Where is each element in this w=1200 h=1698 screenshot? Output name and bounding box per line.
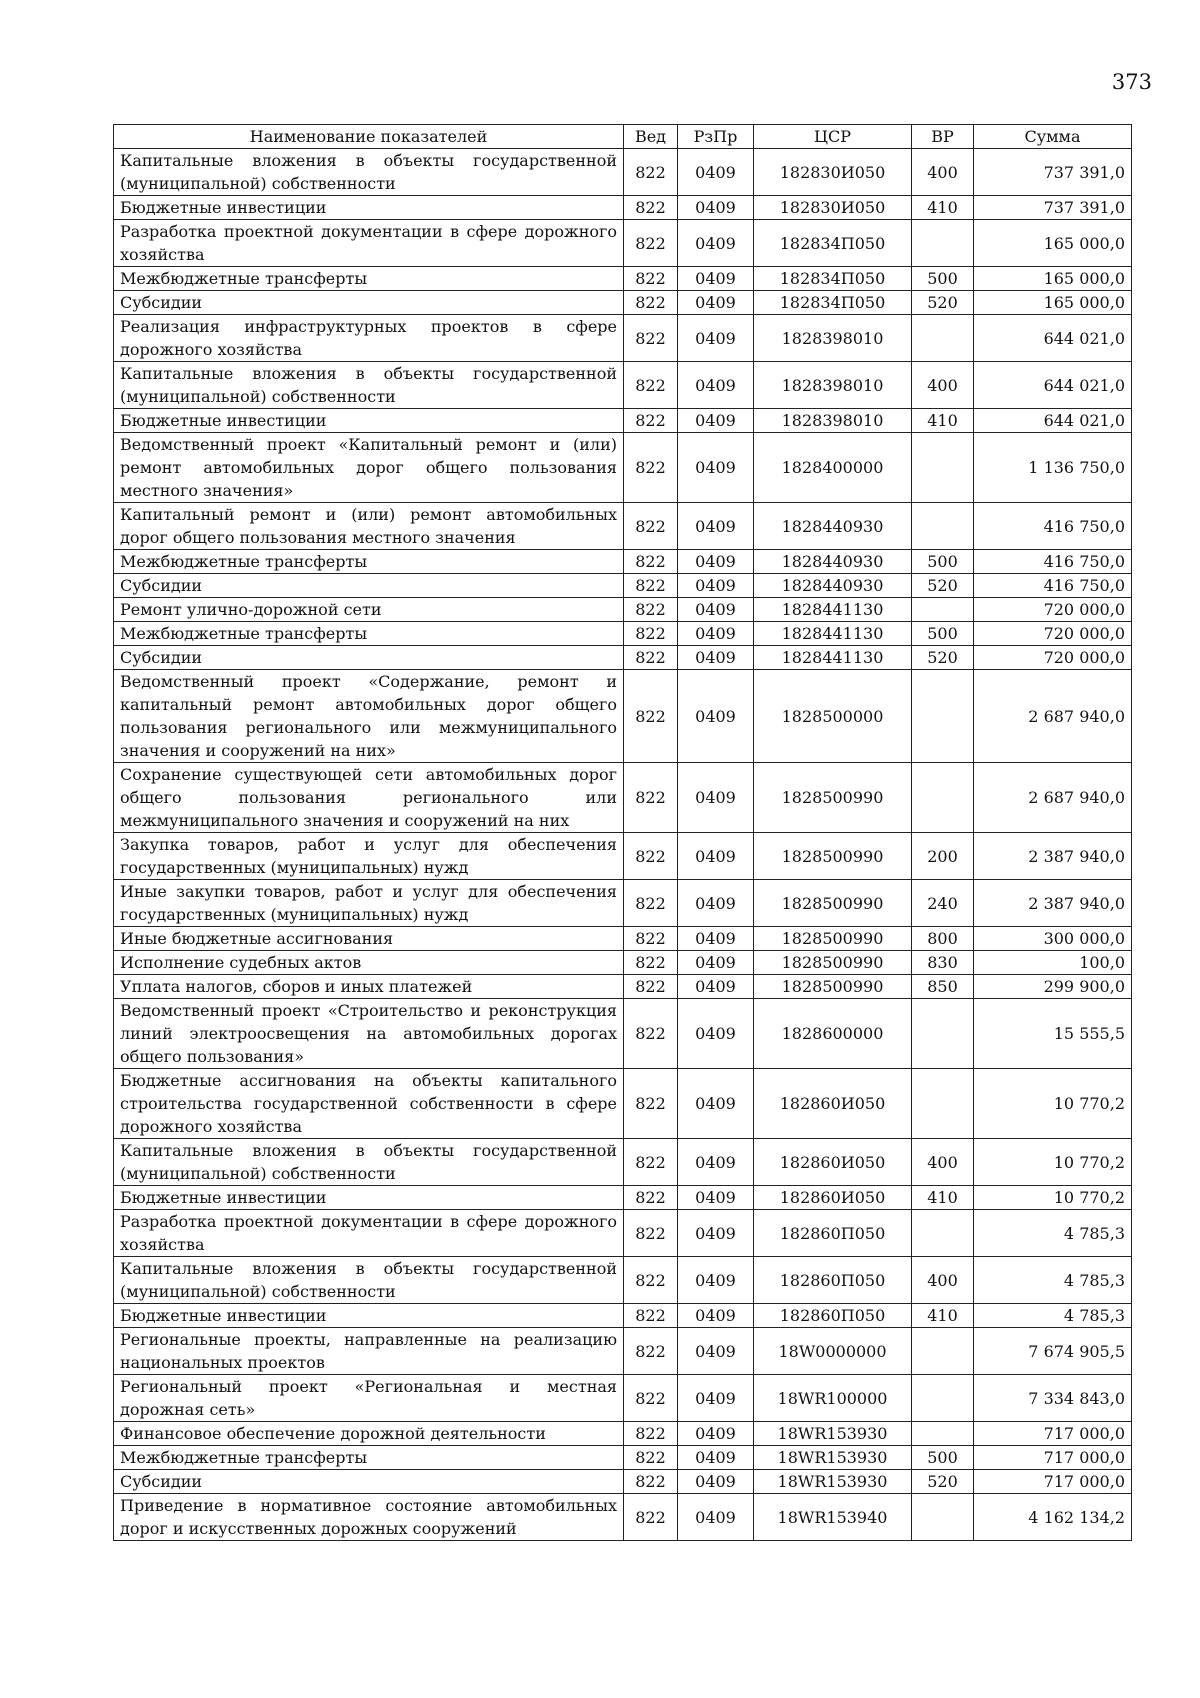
cell-rzpr: 0409 [678,574,754,598]
cell-vr: 500 [912,1446,974,1470]
cell-ved: 822 [624,1139,678,1186]
table-row [114,433,1132,503]
table-row [114,1328,1132,1375]
cell-vr: 500 [912,267,974,291]
cell-rzpr: 0409 [678,975,754,999]
cell-ved: 822 [624,598,678,622]
cell-name: Исполнение судебных актов [114,951,624,975]
cell-ved: 822 [624,503,678,550]
cell-csr: 182860П050 [754,1257,912,1304]
cell-name: Разработка проектной документации в сфере дорожного хозяйства [114,220,624,267]
cell-sum: 416 750,0 [974,503,1132,550]
cell-ved: 822 [624,1494,678,1541]
cell-name: Бюджетные инвестиции [114,409,624,433]
cell-sum: 737 391,0 [974,196,1132,220]
cell-vr: 500 [912,622,974,646]
cell-rzpr: 0409 [678,646,754,670]
cell-csr: 18WR153940 [754,1494,912,1541]
cell-name: Капитальные вложения в объекты государственной (муниципальной) собственности [114,1257,624,1304]
cell-csr: 1828500990 [754,880,912,927]
cell-ved: 822 [624,622,678,646]
cell-name: Иные бюджетные ассигнования [114,927,624,951]
cell-csr: 182860И050 [754,1186,912,1210]
cell-rzpr: 0409 [678,880,754,927]
cell-name: Региональные проекты, направленные на реализацию национальных проектов [114,1328,624,1375]
cell-sum: 644 021,0 [974,315,1132,362]
cell-ved: 822 [624,999,678,1069]
cell-rzpr: 0409 [678,951,754,975]
cell-name: Иные закупки товаров, работ и услуг для обеспечения государственных (муниципальных) нужд [114,880,624,927]
cell-sum: 2 387 940,0 [974,880,1132,927]
cell-rzpr: 0409 [678,267,754,291]
cell-csr: 1828441130 [754,622,912,646]
cell-sum: 4 785,3 [974,1210,1132,1257]
table-row [114,1375,1132,1422]
cell-rzpr: 0409 [678,833,754,880]
cell-name: Ведомственный проект «Капитальный ремонт и (или) ремонт автомобильных дорог общего пользования местного значения» [114,433,624,503]
cell-ved: 822 [624,550,678,574]
table-row [114,149,1132,196]
cell-rzpr: 0409 [678,1069,754,1139]
table-row [114,291,1132,315]
cell-name: Закупка товаров, работ и услуг для обеспечения государственных (муниципальных) нужд [114,833,624,880]
cell-csr: 1828440930 [754,574,912,598]
cell-vr: 400 [912,1257,974,1304]
cell-vr: 850 [912,975,974,999]
table-row [114,975,1132,999]
header-sum: Сумма [974,125,1132,149]
header-vr: ВР [912,125,974,149]
cell-name: Бюджетные инвестиции [114,196,624,220]
table-row [114,1304,1132,1328]
cell-ved: 822 [624,362,678,409]
cell-sum: 720 000,0 [974,646,1132,670]
cell-csr: 1828500990 [754,927,912,951]
cell-name: Межбюджетные трансферты [114,1446,624,1470]
cell-ved: 822 [624,975,678,999]
cell-csr: 18WR153930 [754,1422,912,1446]
cell-sum: 10 770,2 [974,1186,1132,1210]
cell-csr: 18WR153930 [754,1470,912,1494]
cell-ved: 822 [624,291,678,315]
table-row [114,409,1132,433]
cell-name: Капитальные вложения в объекты государственной (муниципальной) собственности [114,149,624,196]
cell-sum: 720 000,0 [974,622,1132,646]
cell-vr [912,315,974,362]
cell-csr: 182834П050 [754,220,912,267]
cell-name: Бюджетные ассигнования на объекты капитального строительства государственной собственности в сфере дорожного хозяйства [114,1069,624,1139]
cell-rzpr: 0409 [678,622,754,646]
cell-csr: 182830И050 [754,149,912,196]
cell-sum: 100,0 [974,951,1132,975]
cell-vr [912,1210,974,1257]
cell-name: Региональный проект «Региональная и местная дорожная сеть» [114,1375,624,1422]
cell-vr: 500 [912,550,974,574]
cell-csr: 18W0000000 [754,1328,912,1375]
cell-vr: 520 [912,291,974,315]
cell-name: Бюджетные инвестиции [114,1304,624,1328]
cell-ved: 822 [624,267,678,291]
cell-csr: 1828500990 [754,763,912,833]
cell-vr [912,220,974,267]
cell-csr: 1828398010 [754,362,912,409]
cell-rzpr: 0409 [678,1328,754,1375]
cell-rzpr: 0409 [678,196,754,220]
cell-vr: 400 [912,149,974,196]
cell-name: Разработка проектной документации в сфере дорожного хозяйства [114,1210,624,1257]
cell-csr: 1828500990 [754,833,912,880]
cell-rzpr: 0409 [678,362,754,409]
cell-sum: 4 785,3 [974,1304,1132,1328]
cell-rzpr: 0409 [678,433,754,503]
cell-sum: 717 000,0 [974,1446,1132,1470]
cell-name: Ремонт улично-дорожной сети [114,598,624,622]
cell-sum: 7 674 905,5 [974,1328,1132,1375]
table-row [114,362,1132,409]
page-number: 373 [1111,70,1152,94]
cell-name: Субсидии [114,291,624,315]
cell-csr: 1828440930 [754,550,912,574]
cell-rzpr: 0409 [678,1139,754,1186]
cell-vr [912,670,974,763]
cell-sum: 165 000,0 [974,267,1132,291]
cell-vr [912,763,974,833]
table-row [114,1210,1132,1257]
cell-rzpr: 0409 [678,149,754,196]
header-csr: ЦСР [754,125,912,149]
cell-rzpr: 0409 [678,1422,754,1446]
cell-vr: 410 [912,196,974,220]
cell-rzpr: 0409 [678,999,754,1069]
cell-name: Межбюджетные трансферты [114,550,624,574]
cell-vr [912,1422,974,1446]
cell-csr: 1828398010 [754,409,912,433]
cell-ved: 822 [624,1257,678,1304]
cell-vr: 400 [912,1139,974,1186]
cell-rzpr: 0409 [678,763,754,833]
cell-ved: 822 [624,220,678,267]
table-body [114,149,1132,1541]
cell-ved: 822 [624,433,678,503]
table-row [114,622,1132,646]
table-row [114,196,1132,220]
table-row [114,999,1132,1069]
cell-sum: 4 785,3 [974,1257,1132,1304]
cell-csr: 182860И050 [754,1139,912,1186]
cell-csr: 182860П050 [754,1304,912,1328]
cell-csr: 182860И050 [754,1069,912,1139]
cell-name: Субсидии [114,646,624,670]
cell-csr: 1828400000 [754,433,912,503]
cell-rzpr: 0409 [678,220,754,267]
cell-ved: 822 [624,409,678,433]
cell-rzpr: 0409 [678,927,754,951]
cell-sum: 300 000,0 [974,927,1132,951]
cell-name: Финансовое обеспечение дорожной деятельности [114,1422,624,1446]
table-row [114,927,1132,951]
cell-vr: 400 [912,362,974,409]
cell-ved: 822 [624,763,678,833]
table-row [114,1257,1132,1304]
cell-ved: 822 [624,1069,678,1139]
cell-name: Капитальные вложения в объекты государственной (муниципальной) собственности [114,1139,624,1186]
cell-sum: 2 687 940,0 [974,763,1132,833]
table-row [114,670,1132,763]
cell-name: Бюджетные инвестиции [114,1186,624,1210]
cell-ved: 822 [624,927,678,951]
table-row [114,763,1132,833]
cell-name: Уплата налогов, сборов и иных платежей [114,975,624,999]
table-row [114,574,1132,598]
cell-name: Ведомственный проект «Содержание, ремонт и капитальный ремонт автомобильных дорог общего пользования регионального или межмуниципального значения и сооружений на них» [114,670,624,763]
cell-csr: 1828500990 [754,951,912,975]
cell-sum: 15 555,5 [974,999,1132,1069]
cell-name: Ведомственный проект «Строительство и реконструкция линий электроосвещения на автомобильных дорогах общего пользования» [114,999,624,1069]
cell-vr [912,999,974,1069]
table-row [114,503,1132,550]
cell-rzpr: 0409 [678,291,754,315]
cell-ved: 822 [624,646,678,670]
table-header-row [114,125,1132,149]
cell-sum: 165 000,0 [974,220,1132,267]
cell-rzpr: 0409 [678,598,754,622]
cell-csr: 182834П050 [754,267,912,291]
cell-name: Капитальный ремонт и (или) ремонт автомобильных дорог общего пользования местного значения [114,503,624,550]
cell-name: Субсидии [114,1470,624,1494]
cell-ved: 822 [624,833,678,880]
cell-csr: 1828398010 [754,315,912,362]
table-row [114,1139,1132,1186]
header-ved: Вед [624,125,678,149]
cell-csr: 18WR100000 [754,1375,912,1422]
cell-csr: 1828441130 [754,598,912,622]
cell-name: Межбюджетные трансферты [114,267,624,291]
cell-sum: 416 750,0 [974,574,1132,598]
cell-name: Субсидии [114,574,624,598]
cell-sum: 4 162 134,2 [974,1494,1132,1541]
cell-rzpr: 0409 [678,1494,754,1541]
cell-rzpr: 0409 [678,315,754,362]
cell-sum: 717 000,0 [974,1422,1132,1446]
cell-vr: 410 [912,1186,974,1210]
cell-vr [912,1494,974,1541]
cell-vr: 520 [912,1470,974,1494]
cell-rzpr: 0409 [678,1210,754,1257]
cell-ved: 822 [624,1470,678,1494]
cell-sum: 644 021,0 [974,409,1132,433]
cell-ved: 822 [624,1210,678,1257]
cell-name: Приведение в нормативное состояние автомобильных дорог и искусственных дорожных сооружений [114,1494,624,1541]
cell-rzpr: 0409 [678,409,754,433]
cell-name: Межбюджетные трансферты [114,622,624,646]
cell-sum: 10 770,2 [974,1139,1132,1186]
cell-sum: 416 750,0 [974,550,1132,574]
cell-sum: 299 900,0 [974,975,1132,999]
cell-vr [912,1375,974,1422]
cell-csr: 182860П050 [754,1210,912,1257]
cell-rzpr: 0409 [678,1470,754,1494]
cell-vr: 830 [912,951,974,975]
cell-sum: 737 391,0 [974,149,1132,196]
cell-vr: 520 [912,646,974,670]
table-row [114,1069,1132,1139]
cell-name: Сохранение существующей сети автомобильных дорог общего пользования регионального или межмуниципального значения и сооружений на них [114,763,624,833]
table-row [114,951,1132,975]
cell-rzpr: 0409 [678,503,754,550]
table-row [114,1494,1132,1541]
cell-sum: 2 387 940,0 [974,833,1132,880]
table-row [114,315,1132,362]
cell-csr: 1828500000 [754,670,912,763]
cell-csr: 1828600000 [754,999,912,1069]
cell-ved: 822 [624,1375,678,1422]
cell-rzpr: 0409 [678,1375,754,1422]
cell-rzpr: 0409 [678,1186,754,1210]
cell-csr: 1828441130 [754,646,912,670]
cell-rzpr: 0409 [678,1446,754,1470]
cell-vr: 240 [912,880,974,927]
cell-sum: 720 000,0 [974,598,1132,622]
cell-vr [912,433,974,503]
cell-sum: 2 687 940,0 [974,670,1132,763]
table-row [114,220,1132,267]
cell-sum: 7 334 843,0 [974,1375,1132,1422]
table-row [114,646,1132,670]
cell-ved: 822 [624,574,678,598]
cell-csr: 182830И050 [754,196,912,220]
cell-vr: 410 [912,1304,974,1328]
cell-csr: 18WR153930 [754,1446,912,1470]
cell-ved: 822 [624,1304,678,1328]
cell-csr: 1828500990 [754,975,912,999]
cell-ved: 822 [624,315,678,362]
cell-sum: 644 021,0 [974,362,1132,409]
cell-name: Реализация инфраструктурных проектов в сфере дорожного хозяйства [114,315,624,362]
cell-vr [912,1069,974,1139]
cell-vr: 200 [912,833,974,880]
table-row [114,1470,1132,1494]
table-row [114,880,1132,927]
cell-vr [912,503,974,550]
cell-rzpr: 0409 [678,1257,754,1304]
cell-sum: 717 000,0 [974,1470,1132,1494]
cell-vr: 520 [912,574,974,598]
table-row [114,267,1132,291]
cell-rzpr: 0409 [678,670,754,763]
cell-vr [912,598,974,622]
cell-rzpr: 0409 [678,1304,754,1328]
cell-vr [912,1328,974,1375]
cell-ved: 822 [624,951,678,975]
cell-sum: 1 136 750,0 [974,433,1132,503]
cell-ved: 822 [624,1328,678,1375]
cell-vr: 800 [912,927,974,951]
cell-sum: 165 000,0 [974,291,1132,315]
cell-ved: 822 [624,880,678,927]
cell-name: Капитальные вложения в объекты государственной (муниципальной) собственности [114,362,624,409]
cell-sum: 10 770,2 [974,1069,1132,1139]
table-row [114,1446,1132,1470]
cell-csr: 1828440930 [754,503,912,550]
cell-csr: 182834П050 [754,291,912,315]
cell-ved: 822 [624,149,678,196]
cell-ved: 822 [624,1186,678,1210]
cell-ved: 822 [624,670,678,763]
cell-vr: 410 [912,409,974,433]
budget-table [113,124,1132,1541]
table-row [114,833,1132,880]
table-row [114,598,1132,622]
cell-ved: 822 [624,1422,678,1446]
table-row [114,1186,1132,1210]
header-rzpr: РзПр [678,125,754,149]
header-name: Наименование показателей [114,125,624,149]
cell-ved: 822 [624,196,678,220]
cell-ved: 822 [624,1446,678,1470]
table-row [114,550,1132,574]
table-row [114,1422,1132,1446]
cell-rzpr: 0409 [678,550,754,574]
